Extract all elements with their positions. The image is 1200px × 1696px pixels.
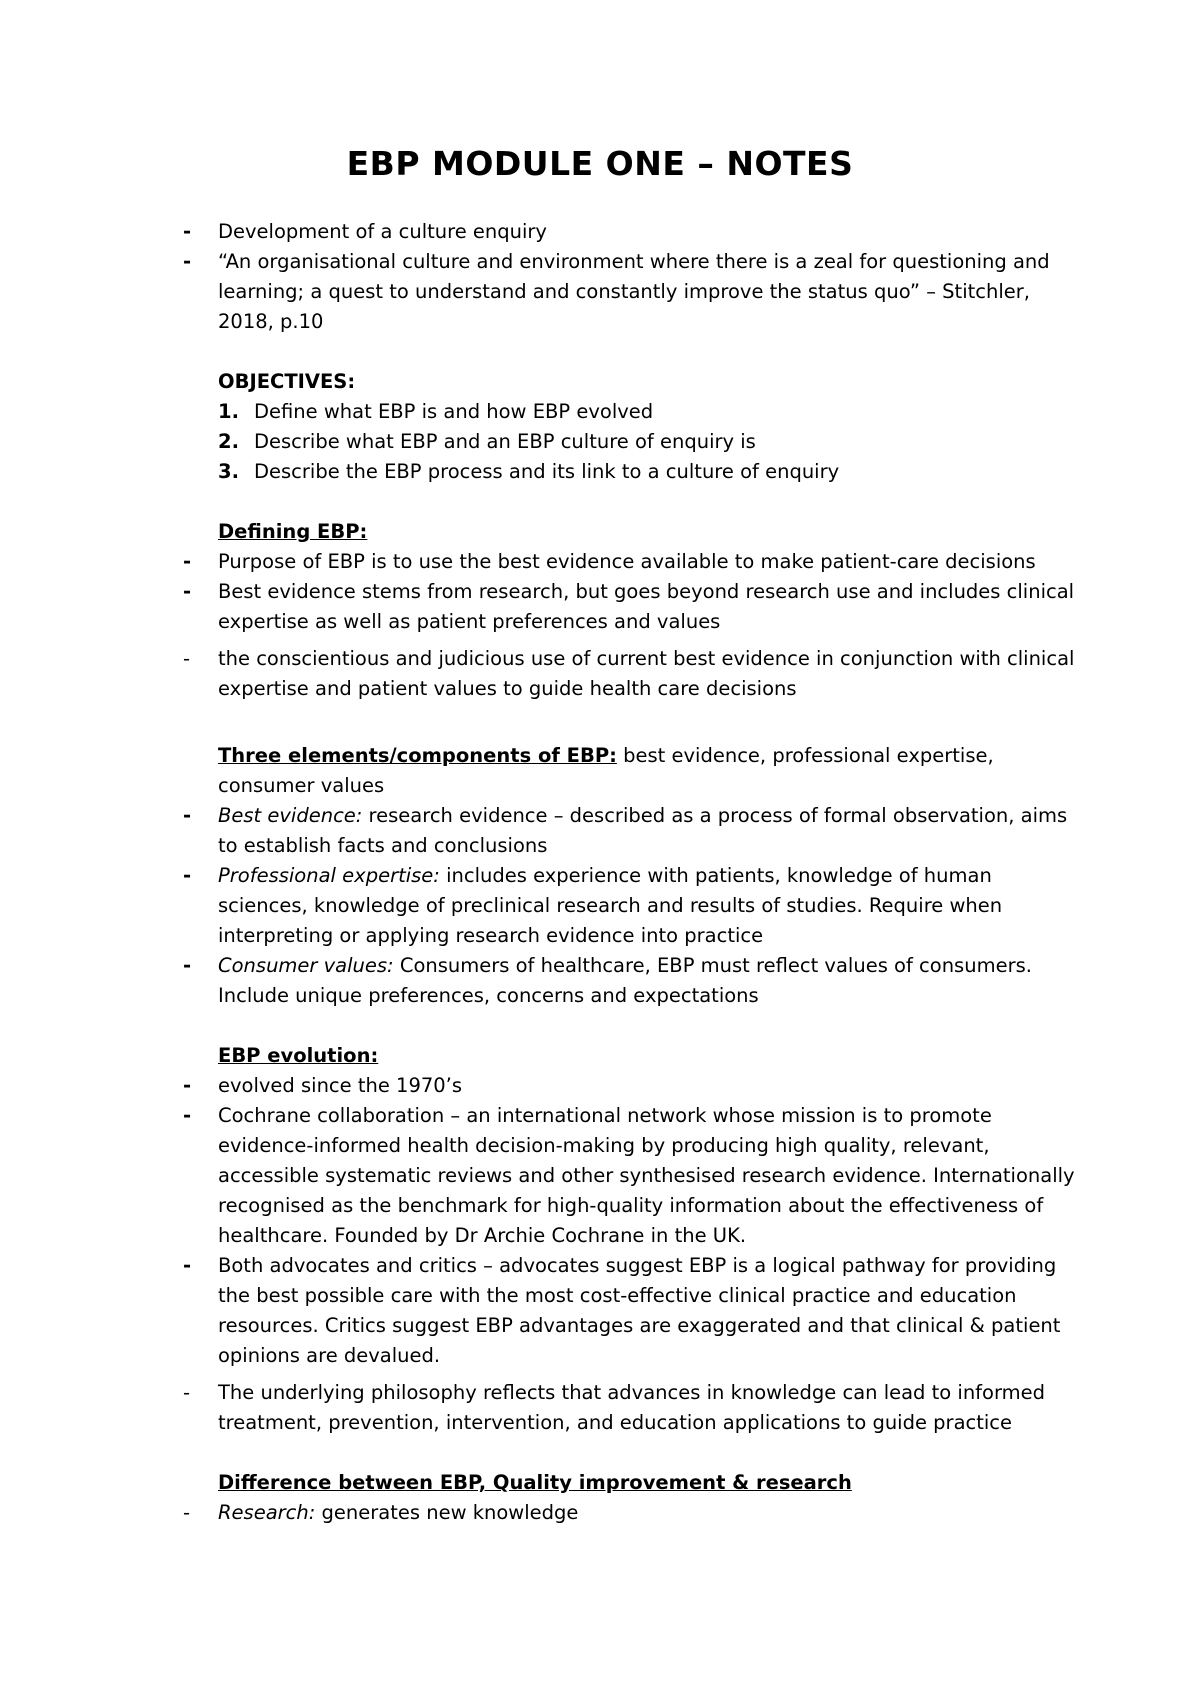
dash-bullet: - [183,550,192,573]
dash-bullet: - [183,580,192,603]
list-item: - Development of a culture enquiry [0,217,1078,247]
page-title: EBP MODULE ONE – NOTES [346,144,854,183]
list-item: - Professional expertise: includes experience with patients, knowledge of human sciences, knowledge of preclinical research and results of studies. Require when interpreting or applying research evidence into practice [0,861,1078,951]
list-item: - the conscientious and judicious use of current best evidence in conjunction with clinical expertise and patient values to guide health care decisions [0,644,1078,704]
dash-bullet: - [183,1104,192,1127]
objective-item: 1. Define what EBP is and how EBP evolved [218,400,654,423]
list-item: - evolved since the 1970’s [0,1071,1078,1101]
notes-body [0,217,1200,1528]
dash-bullet: - [183,1501,191,1524]
list-item: - Consumer values: Consumers of healthcare, EBP must reflect values of consumers. Include unique preferences, concerns and expectations [0,951,1078,1011]
dash-bullet: - [183,250,192,273]
list-item: - Best evidence stems from research, but goes beyond research use and includes clinical expertise as well as patient preferences and values [0,577,1078,637]
dash-bullet: - [183,1074,192,1097]
list-item: - The underlying philosophy reflects that advances in knowledge can lead to informed treatment, prevention, intervention, and education applications to guide practice [0,1378,1078,1438]
evolution-heading: EBP evolution: [218,1044,379,1067]
list-item: - “An organisational culture and environment where there is a zeal for questioning and learning; a quest to understand and constantly improve the status quo” – Stitchler, 2018, p.10 [0,247,1078,337]
dash-bullet: - [183,1381,191,1404]
list-item: - Best evidence: research evidence – described as a process of formal observation, aims to establish facts and conclusions [0,801,1078,861]
objective-item: 2. Describe what EBP and an EBP culture of enquiry is [218,430,756,453]
dash-bullet: - [183,804,192,827]
list-item: - Research: generates new knowledge [0,1498,1078,1528]
dash-bullet: - [183,864,192,887]
difference-heading: Difference between EBP, Quality improvement & research [218,1471,852,1494]
dash-bullet: - [183,647,191,670]
dash-bullet: - [183,954,192,977]
elements-heading: Three elements/components of EBP: best evidence, professional expertise, consumer values [218,744,994,797]
objectives-heading: OBJECTIVES: [218,370,356,393]
list-item: - Both advocates and critics – advocates suggest EBP is a logical pathway for providing the best possible care with the most cost-effective clinical practice and education resources. Critics suggest EBP advantages are exaggerated and that clinical & patient opinions are devalued. [0,1251,1078,1371]
dash-bullet: - [183,220,192,243]
list-item: - Cochrane collaboration – an international network whose mission is to promote evidence-informed health decision-making by producing high quality, relevant, accessible systematic reviews and other synthesised research evidence. Internationally recognised as the benchmark for high-quality information about the effectiveness of healthcare. Founded by Dr Archie Cochrane in the UK. [0,1101,1078,1251]
dash-bullet: - [183,1254,192,1277]
defining-heading: Defining EBP: [218,520,368,543]
list-item: - Purpose of EBP is to use the best evidence available to make patient-care decisions [0,547,1078,577]
objective-item: 3. Describe the EBP process and its link to a culture of enquiry [218,460,840,483]
